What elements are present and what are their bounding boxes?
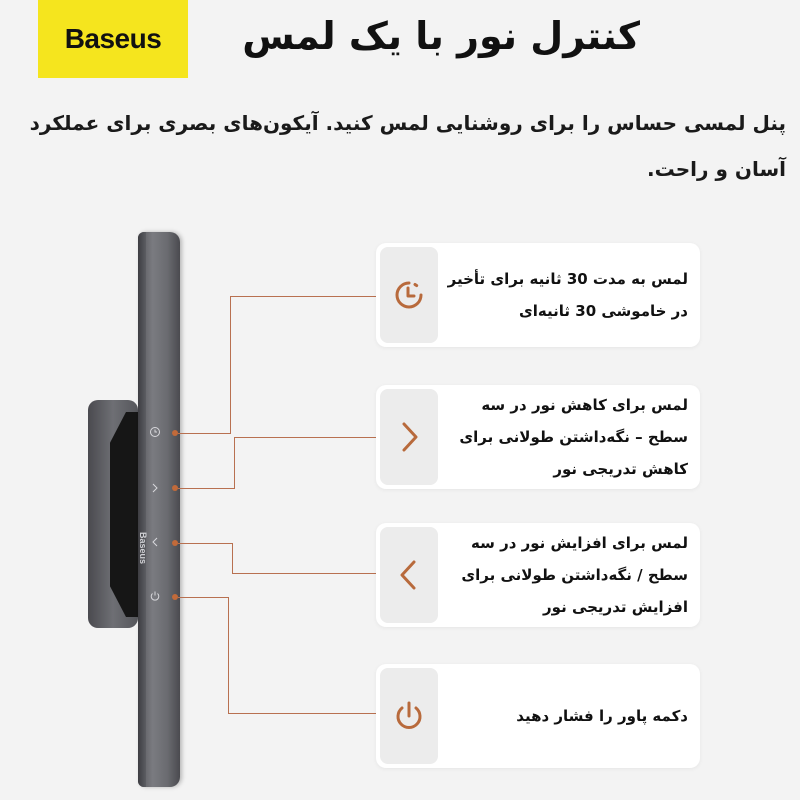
device-chevron-right-icon[interactable] [149, 482, 161, 494]
page-subtitle: پنل لمسی حساس را برای روشنایی لمس کنید. آیکون‌های بصری برای عملکرد آسان و راحت. [29, 111, 786, 181]
light-bar-device [138, 232, 180, 787]
chevron-right-icon [380, 389, 438, 485]
connector-line [232, 573, 376, 574]
device-chevron-left-icon[interactable] [149, 536, 161, 548]
connector-line [230, 296, 231, 434]
brand-name: Baseus [64, 23, 162, 54]
device-power-icon[interactable] [149, 590, 161, 602]
feature-text: لمس به مدت 30 ثانیه برای تأخیر در خاموشی 30 ثانیه‌ای [447, 270, 688, 320]
feature-text: دکمه پاور را فشار دهید [516, 707, 688, 725]
connector-line [232, 543, 233, 574]
connector-line [228, 713, 376, 714]
feature-text: لمس برای افزایش نور در سه سطح / نگه‌داشتن طولانی برای افزایش تدریجی نور [461, 534, 688, 616]
device-brand-label: Baseus [138, 532, 148, 565]
chevron-left-icon [380, 527, 438, 623]
timer-icon [380, 247, 438, 343]
connector-line [228, 597, 229, 714]
connector-line [178, 597, 228, 598]
connector-line [178, 543, 232, 544]
feature-card-decrease [376, 385, 700, 489]
connector-line [234, 437, 376, 438]
page-title: کنترل نور با یک لمس [242, 14, 640, 58]
connector-line [234, 437, 235, 489]
feature-card-increase [376, 523, 700, 627]
feature-card-power [376, 664, 700, 768]
connector-line [230, 296, 376, 297]
feature-card-timer [376, 243, 700, 347]
device-edge [138, 232, 146, 787]
power-icon [380, 668, 438, 764]
connector-line [178, 433, 230, 434]
device-timer-icon[interactable] [149, 426, 161, 438]
brand-logo [38, 0, 188, 78]
connector-line [178, 488, 234, 489]
feature-text: لمس برای کاهش نور در سه سطح – نگه‌داشتن طولانی برای کاهش تدریجی نور [459, 396, 688, 478]
